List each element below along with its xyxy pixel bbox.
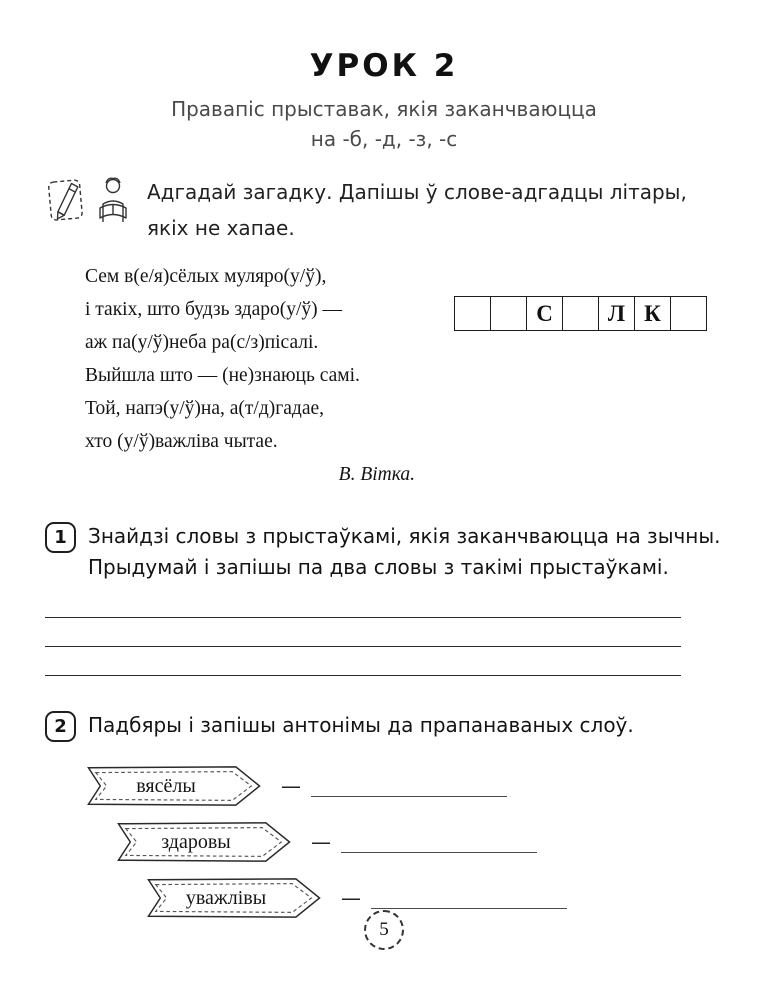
word-banner xyxy=(113,819,295,865)
answer-blank xyxy=(371,887,567,909)
poem-line: аж па(у/ў)неба ра(с/з)пісалі. xyxy=(85,332,319,353)
exercise-1-text: Знайдзі словы з прыстаўкамі, якія заканчваюцца на зычны. Прыдумай і запішы па два словы з такімі прыстаўкамі. xyxy=(88,524,721,579)
answer-cell: С xyxy=(527,297,563,331)
antonym-row xyxy=(143,870,723,926)
poem-line: Выйшла што — (не)знаюць самі. xyxy=(85,365,360,386)
dash: — xyxy=(281,773,301,798)
word-banner xyxy=(83,763,265,809)
antonym-list xyxy=(45,758,723,926)
dash: — xyxy=(341,885,361,910)
write-line xyxy=(45,589,681,618)
answer-cell xyxy=(491,297,527,331)
poem-line: Сем в(е/я)сёлых муляро(у/ў), xyxy=(85,266,327,287)
exercise-2-number-badge: 2 xyxy=(45,711,76,742)
task-icons xyxy=(45,176,135,222)
antonym-word: уважлівы xyxy=(185,886,267,909)
poem-line: Той, напэ(у/ў)на, а(т/д)гадае, xyxy=(85,398,325,419)
answer-blank xyxy=(311,775,507,797)
subtitle-line-2: на -б, -д, -з, -с xyxy=(310,127,458,151)
pencil-icon xyxy=(45,175,87,223)
riddle-section xyxy=(45,260,723,491)
riddle-instruction-text: Адгадай загадку. Дапішы ў слове-адгадцы літары, якіх не хапае. xyxy=(147,180,687,240)
answer-letter-grid xyxy=(454,296,707,331)
exercise-1 xyxy=(45,521,723,676)
riddle-instruction-block xyxy=(45,174,723,246)
poem-line: і такіх, што будзь здаро(у/ў) — xyxy=(85,299,343,320)
riddle-poem xyxy=(85,260,723,491)
exercise-2-text: Падбяры і запішы антонімы да прапанаваных слоў. xyxy=(88,713,634,737)
answer-blank xyxy=(341,831,537,853)
answer-cell: Л xyxy=(599,297,635,331)
antonym-row xyxy=(83,758,723,814)
write-line xyxy=(45,647,681,676)
antonym-word: вясёлы xyxy=(136,774,196,797)
subtitle-line-1: Правапіс прыставак, якія заканчваюцца xyxy=(171,97,597,121)
write-line xyxy=(45,618,681,647)
answer-cell xyxy=(563,297,599,331)
antonym-word: здаровы xyxy=(161,830,231,853)
reader-icon xyxy=(93,175,133,223)
page-number xyxy=(364,910,404,950)
answer-cell xyxy=(455,297,491,331)
writing-lines xyxy=(45,589,681,676)
word-banner xyxy=(143,875,325,921)
lesson-subtitle xyxy=(45,94,723,154)
answer-cell xyxy=(671,297,707,331)
antonym-row xyxy=(113,814,723,870)
answer-cell: К xyxy=(635,297,671,331)
poem-line: хто (у/ў)важліва чытае. xyxy=(85,431,278,452)
exercise-1-number-badge: 1 xyxy=(45,522,76,553)
page-number-value: 5 xyxy=(379,919,389,940)
lesson-title: УРОК 2 xyxy=(309,48,459,84)
dash: — xyxy=(311,829,331,854)
poem-author: В. Вітка. xyxy=(338,464,415,485)
exercise-2 xyxy=(45,710,723,926)
